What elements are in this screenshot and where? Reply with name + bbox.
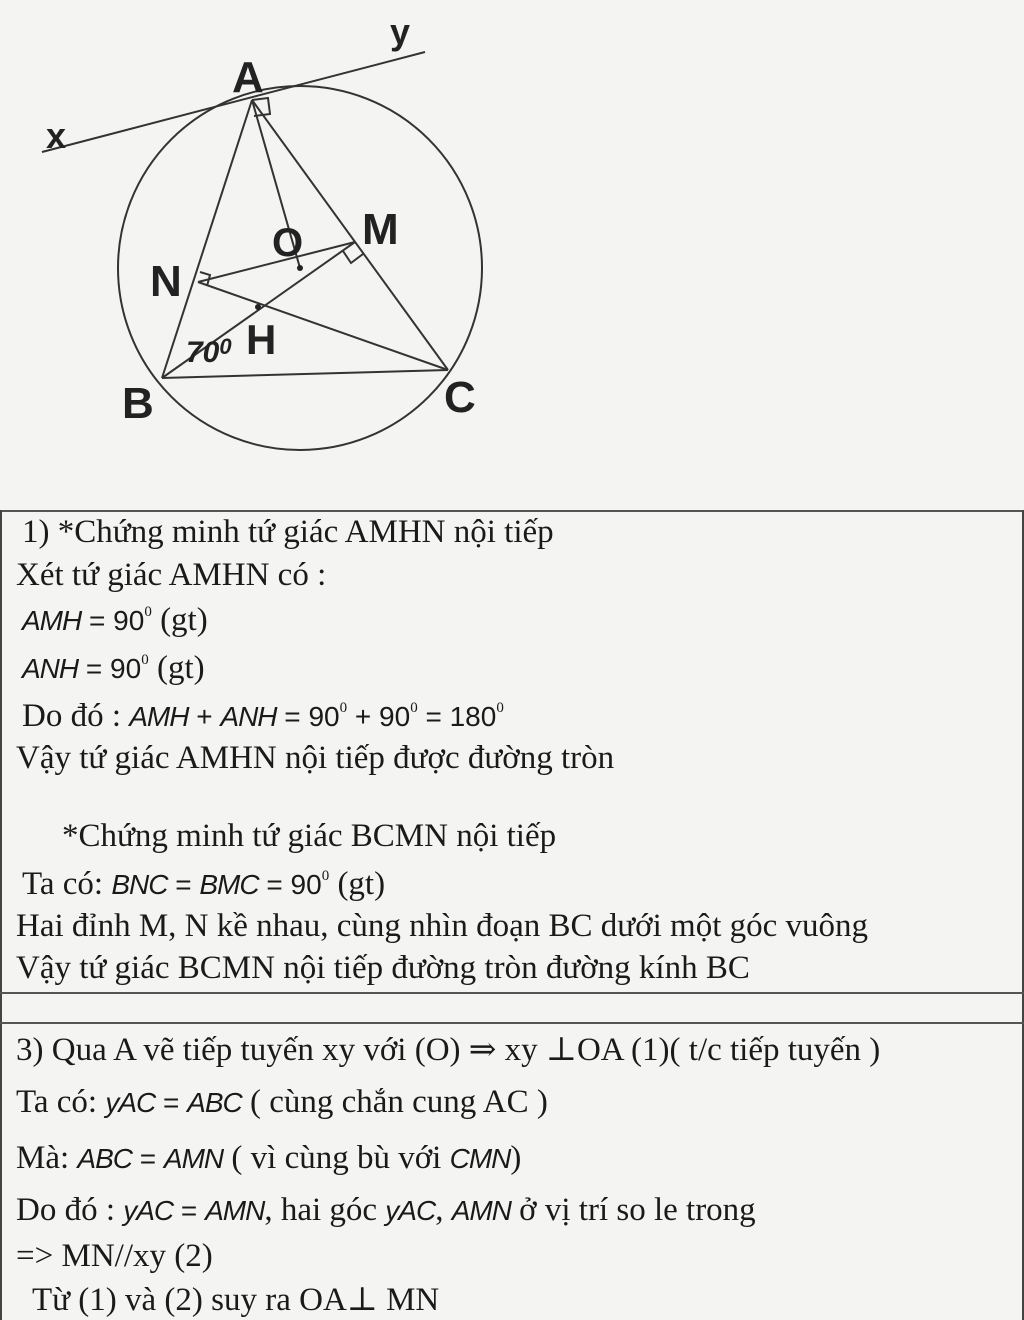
point-h	[255, 304, 261, 310]
part1-eq-amh: AMH = $90^0$ (gt)	[22, 602, 208, 638]
right-angle-mark-m	[343, 251, 363, 263]
label-h: H	[246, 316, 277, 363]
part3-line3: Mà: ABC = AMN ( vì cùng bù với CMN)	[16, 1140, 522, 1176]
part1-conclusion2: Vậy tứ giác BCMN nội tiếp đường tròn đường kính BC	[16, 950, 750, 986]
part3-line1: 3) Qua A vẽ tiếp tuyến xy với (O) ⇒ xy ⊥OA (1)( t/c tiếp tuyến )	[16, 1032, 881, 1068]
part1-heading: 1) *Chứng minh tứ giác AMHN nội tiếp	[22, 514, 554, 550]
geometry-figure	[0, 0, 1024, 510]
point-o	[297, 265, 303, 271]
part1-eq-bnc: Ta có: BNC = BMC = $90^0$ (gt)	[22, 866, 386, 902]
label-y: y	[390, 11, 411, 52]
segment-bc	[162, 370, 448, 378]
part1-eq-anh: ANH = $90^0$ (gt)	[22, 650, 205, 686]
angle-70-label: $70^0$	[186, 334, 232, 369]
part1-consider: Xét tứ giác AMHN có :	[16, 557, 327, 593]
label-x: x	[46, 115, 67, 156]
divider-middle-1	[0, 992, 1024, 994]
part3-line4: Do đó : yAC = AMN, hai góc yAC, AMN ở vị trí so le trong	[16, 1192, 756, 1228]
divider-middle-2	[0, 1022, 1024, 1024]
part1-heading2: *Chứng minh tứ giác BCMN nội tiếp	[62, 818, 557, 854]
part3-line6: Từ (1) và (2) suy ra OA⊥ MN	[32, 1282, 440, 1318]
label-m: M	[362, 205, 399, 254]
part1-reason: Hai đỉnh M, N kề nhau, cùng nhìn đoạn BC dưới một góc vuông	[16, 908, 869, 944]
label-o: O	[272, 221, 304, 265]
label-b: B	[122, 379, 154, 428]
label-n: N	[150, 257, 182, 306]
part1-eq-sum: Do đó : AMH + ANH = $90^0 + 90^0 = 180^0$	[22, 698, 504, 734]
part3-line5: => MN//xy (2)	[16, 1238, 213, 1274]
part1-conclusion: Vậy tứ giác AMHN nội tiếp được đường tròn	[16, 740, 615, 776]
border-left	[0, 510, 2, 1320]
label-c: C	[444, 373, 476, 422]
label-a: A	[232, 53, 264, 102]
part3-line2: Ta có: yAC = ABC ( cùng chắn cung AC )	[16, 1084, 548, 1120]
